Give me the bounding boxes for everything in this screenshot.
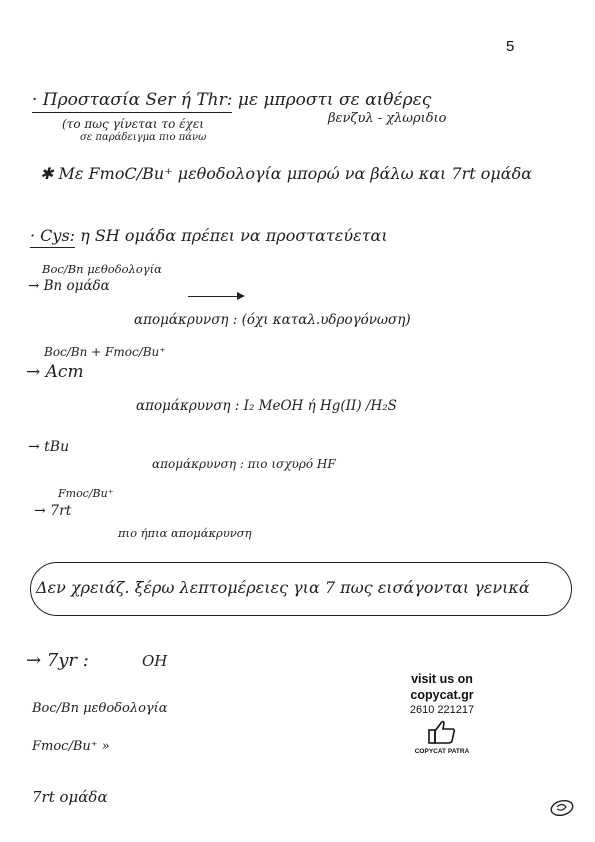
arrow-icon [188, 296, 243, 297]
note-line: πιο ήπια απομάκρυνση [118, 526, 252, 540]
note-line: απομάκρυνση : πιο ισχυρό HF [152, 457, 336, 471]
note-line: OH [142, 652, 168, 670]
copycat-stamp [402, 672, 482, 755]
note-line: βενζυλ - χλωριδιο [328, 111, 447, 126]
ser-thr-title: · Προστασία Ser ή Thr: [32, 90, 232, 113]
page-number: 5 [506, 38, 515, 55]
note-line: Fmoc/Bu⁺ [58, 487, 114, 500]
note-line: → Bn ομάδα [28, 278, 110, 294]
heading-cys [30, 228, 388, 244]
note-line: απομάκρυνση : I₂ MeOH ή Hg(II) /H₂S [136, 398, 397, 414]
note-line: Boc/Bn + Fmoc/Bu⁺ [44, 345, 166, 359]
note-line: απομάκρυνση : (όχι καταλ.υδρογόνωση) [134, 312, 411, 328]
circled-note: Δεν χρειάζ. ξέρω λεπτομέρειες για 7 πως εισάγονται γενικά [36, 578, 530, 597]
thumbs-up-icon [427, 719, 457, 745]
note-line: 7rt ομάδα [32, 788, 108, 806]
note-line: Boc/Bn μεθοδολογία [32, 701, 168, 716]
stamp-site: copycat.gr [410, 688, 474, 702]
stamp-phone: 2610 221217 [409, 704, 475, 716]
cys-title: · Cys: [30, 226, 75, 248]
note-line: → tBu [28, 439, 70, 455]
scribble-icon [548, 798, 576, 818]
note-line: (το πως γίνεται το έχει [62, 117, 204, 131]
note-line: Fmoc/Bu⁺ » [32, 739, 110, 754]
stamp-brand: COPYCAT PATRA [414, 748, 470, 755]
note-line: σε παράδειγμα πιο πάνω [80, 132, 207, 143]
cys-text: η SH ομάδα πρέπει να προστατεύεται [80, 226, 388, 245]
note-line: → Acm [26, 362, 84, 382]
note-line: ✱ Με FmoC/Bu⁺ μεθοδολογία μπορώ να βάλω και 7rt ομάδα [40, 164, 532, 183]
ser-thr-text: με μπροστι σε αιθέρες [237, 90, 432, 110]
note-line: Boc/Bn μεθοδολογία [42, 262, 162, 276]
note-line: → 7yr : [26, 650, 89, 671]
stamp-visit: visit us on [411, 672, 473, 686]
heading-ser-thr [32, 92, 431, 109]
note-line: → 7rt [34, 503, 72, 519]
